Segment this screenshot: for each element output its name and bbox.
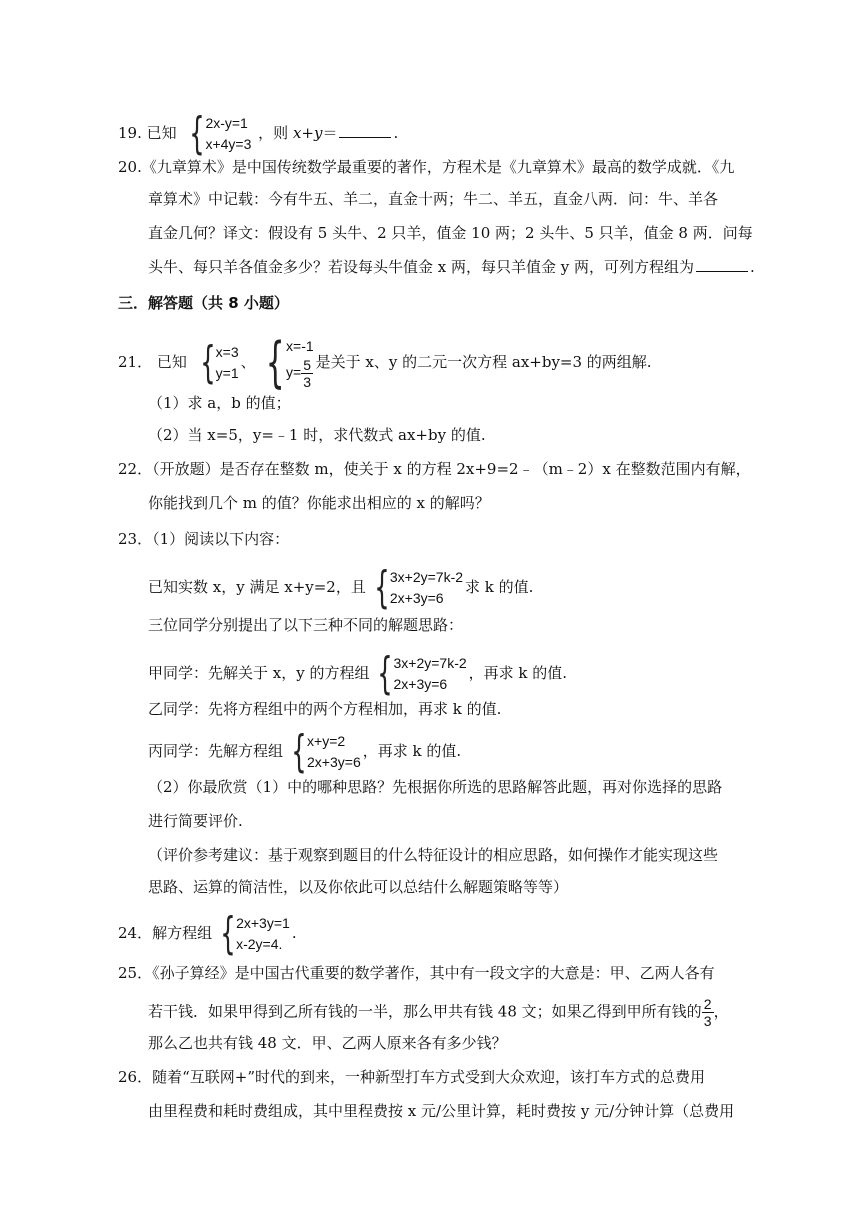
- question-text: 丙同学：先解方程组: [148, 742, 284, 760]
- question-25-line-3: 那么乙也共有钱 48 文．甲、乙两人原来各有多少钱？: [148, 1034, 507, 1052]
- question-text: 已知: [156, 353, 187, 371]
- separator: 、: [240, 353, 256, 371]
- question-23-line-8: 进行简要评价.: [148, 812, 243, 830]
- question-22-line-1: 22．（开放题）是否存在整数 m，使关于 x 的方程 2x+9=2﹣（m﹣2）x 在整数范围内有解，: [118, 460, 751, 478]
- question-23-line-5: 乙同学：先将方程组中的两个方程相加，再求 k 的值.: [148, 700, 502, 718]
- answer-blank[interactable]: [339, 123, 391, 138]
- denominator: 3: [303, 374, 312, 390]
- equation: x=3: [215, 344, 239, 360]
- question-24: [118, 908, 297, 959]
- question-text: ，再求 k 的值.: [468, 664, 568, 682]
- question-26-line-2: 由里程费和耗时费组成，其中里程费按 x 元/公里计算，耗时费按 y 元/分钟计算（总费用: [148, 1102, 735, 1120]
- question-21-part-1: （1）求 a，b 的值；: [148, 394, 291, 412]
- equation-system: [368, 562, 464, 613]
- question-19: [118, 108, 399, 159]
- question-22-line-2: 你能找到几个 m 的值？你能求出相应的 x 的解吗？: [148, 494, 490, 512]
- equals-sign: ＝: [322, 124, 338, 142]
- answer-blank[interactable]: [696, 257, 748, 272]
- equation: x-2y=4.: [236, 936, 283, 952]
- numerator: 2: [703, 996, 712, 1012]
- brace-icon: {: [265, 331, 285, 394]
- solution-system-2: [258, 331, 314, 394]
- punctuation: ，: [713, 1002, 729, 1021]
- question-text: 24．解方程组: [118, 924, 213, 942]
- equation: x+y=2: [307, 733, 346, 749]
- denominator: 3: [703, 1013, 712, 1029]
- equation: y=1: [215, 365, 239, 381]
- question-20-line-1: 20.《九章算术》是中国传统数学最重要的著作，方程术是《九章算术》最高的数学成就．《九: [118, 158, 735, 176]
- expression: x+y: [292, 124, 323, 142]
- question-23-line-3: 三位同学分别提出了以下三种不同的解题思路：: [148, 616, 464, 634]
- equation: 2x+3y=6: [389, 590, 444, 606]
- brace-icon: {: [377, 648, 394, 699]
- question-number: 19.: [118, 124, 142, 142]
- punctuation: .: [750, 258, 755, 276]
- question-23-line-10: 思路、运算的简洁性，以及你依此可以总结什么解题策略等等）: [148, 878, 569, 896]
- equation: x+4y=3: [205, 136, 252, 152]
- equation: 2x-y=1: [205, 115, 248, 131]
- question-text: 求 k 的值.: [465, 578, 534, 596]
- question-text: ，再求 k 的值.: [362, 742, 462, 760]
- question-23-line-2: [148, 562, 534, 613]
- question-21: [118, 331, 652, 394]
- punctuation: .: [393, 124, 399, 142]
- question-text: 已知: [146, 124, 177, 142]
- equation-system: [214, 908, 290, 959]
- solution-system-1: [194, 337, 239, 388]
- equation: 2x+3y=6: [307, 754, 361, 770]
- fraction: [301, 357, 313, 390]
- equation: [286, 357, 314, 390]
- punctuation: .: [291, 924, 297, 942]
- numerator: 5: [303, 357, 312, 373]
- question-text: 甲同学：先解关于 x，y 的方程组: [148, 664, 370, 682]
- question-23-line-7: （2）你最欣赏（1）中的哪种思路？先根据你所选的思路解答此题，再对你选择的思路: [148, 778, 723, 796]
- question-text: ，则: [258, 124, 289, 142]
- equation: 2x+3y=1: [236, 915, 290, 931]
- brace-icon: {: [374, 562, 390, 613]
- question-23-line-1: 23．（1）阅读以下内容：: [118, 530, 290, 548]
- brace-icon: {: [189, 108, 206, 159]
- equation: 3x+2y=7k-2: [389, 569, 464, 585]
- equation: 3x+2y=7k-2: [393, 655, 467, 671]
- equation-system: [285, 726, 361, 777]
- equation-system: [371, 648, 467, 699]
- question-20-line-4: [148, 256, 755, 278]
- brace-icon: {: [220, 908, 236, 959]
- section-heading: 三．解答题（共 8 小题）: [118, 294, 289, 312]
- equation-left: y=: [286, 364, 302, 381]
- question-20-line-2: 章算术》中记载：今有牛五、羊二，直金十两；牛二、羊五，直金八两．问：牛、羊各: [148, 190, 719, 208]
- fraction: [702, 996, 714, 1029]
- question-text: 已知实数 x，y 满足 x+y=2，且: [148, 578, 366, 596]
- question-20-line-3: 直金几何？译文：假设有 5 头牛、2 只羊，值金 10 两；2 头牛、5 只羊，值金 8 两．问每: [148, 224, 753, 242]
- question-25-line-2: [148, 996, 729, 1029]
- question-25-line-1: 25．《孙子算经》是中国古代重要的数学著作，其中有一段文字的大意是：甲、乙两人各有: [118, 964, 715, 982]
- brace-icon: {: [199, 337, 216, 388]
- question-23-line-6: [148, 726, 462, 777]
- equation: 2x+3y=6: [393, 676, 448, 692]
- question-text: 头牛、每只羊各值金多少？若设每头牛值金 x 两，每只羊值金 y 两，可列方程组为: [148, 258, 695, 276]
- question-21-part-2: （2）当 x=5，y=﹣1 时，求代数式 ax+by 的值.: [148, 426, 486, 444]
- equation-system: [183, 108, 252, 159]
- question-23-line-9: （评价参考建议：基于观察到题目的什么特征设计的相应思路，如何操作才能实现这些: [148, 846, 719, 864]
- question-text: 若干钱．如果甲得到乙所有钱的一半，那么甲共有钱 48 文；如果乙得到甲所有钱的: [148, 1002, 702, 1021]
- equation: x=-1: [286, 338, 314, 354]
- question-26-line-1: 26．随着“互联网+”时代的到来，一种新型打车方式受到大众欢迎，该打车方式的总费用: [118, 1068, 705, 1086]
- brace-icon: {: [291, 726, 307, 777]
- question-text: 是关于 x、y 的二元一次方程 ax+by=3 的两组解.: [315, 353, 652, 371]
- question-23-line-4: [148, 648, 568, 699]
- question-number: 21．: [118, 353, 153, 371]
